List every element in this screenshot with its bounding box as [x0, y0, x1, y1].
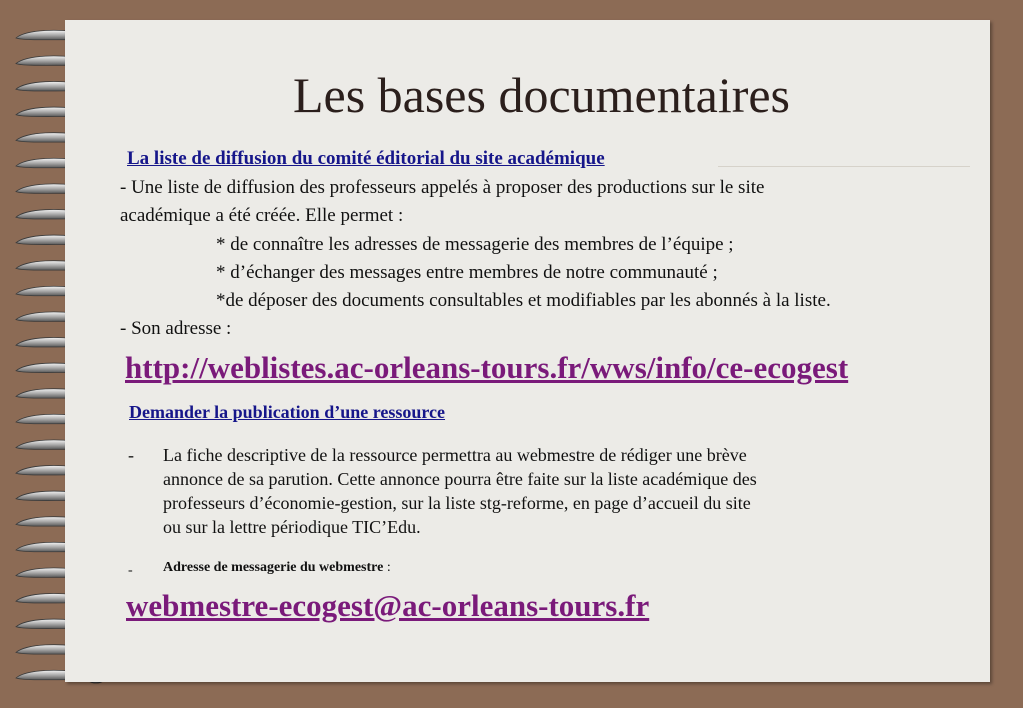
- slide-title-text: Les bases documentaires: [292, 67, 791, 123]
- webmaster-mail-label-text: Adresse de messagerie du webmestre: [163, 560, 384, 575]
- webmaster-mail-label: [163, 560, 391, 576]
- intro-line-2: académique a été créée. Elle permet :: [120, 205, 404, 226]
- mail-dash: -: [128, 563, 133, 578]
- slide-title: [0, 67, 1023, 123]
- feature-item-3: *de déposer des documents consultables et modifiables par les abonnés à la liste.: [216, 290, 831, 311]
- fiche-line-2: annonce de sa parution. Cette annonce pourra être faite sur la liste académique des: [163, 469, 757, 489]
- feature-item-2: * d’échanger des messages entre membres de notre communauté ;: [216, 262, 718, 283]
- heading-divider: [718, 166, 970, 167]
- intro-line-1: - Une liste de diffusion des professeurs appelés à proposer des productions sur le site: [120, 177, 765, 198]
- webmaster-email-link[interactable]: webmestre-ecogest@ac-orleans-tours.fr: [126, 588, 650, 623]
- feature-item-1: * de connaître les adresses de messagerie des membres de l’équipe ;: [216, 234, 734, 255]
- fiche-dash: -: [128, 445, 134, 465]
- fiche-description: [163, 443, 963, 539]
- publication-request-heading-link[interactable]: Demander la publication d’une ressource: [129, 402, 446, 422]
- webmaster-mail-colon: :: [383, 560, 391, 575]
- fiche-line-4: ou sur la lettre périodique TIC’Edu.: [163, 517, 421, 537]
- fiche-line-3: professeurs d’économie-gestion, sur la liste stg-reforme, en page d’accueil du site: [163, 493, 751, 513]
- diffusion-list-heading-link[interactable]: La liste de diffusion du comité éditorial du site académique: [127, 148, 605, 169]
- fiche-line-1: La fiche descriptive de la ressource permettra au webmestre de rédiger une brève: [163, 445, 747, 465]
- weblistes-address-link[interactable]: http://weblistes.ac-orleans-tours.fr/wws/info/ce-ecogest: [125, 350, 849, 385]
- address-label: - Son adresse :: [120, 318, 232, 339]
